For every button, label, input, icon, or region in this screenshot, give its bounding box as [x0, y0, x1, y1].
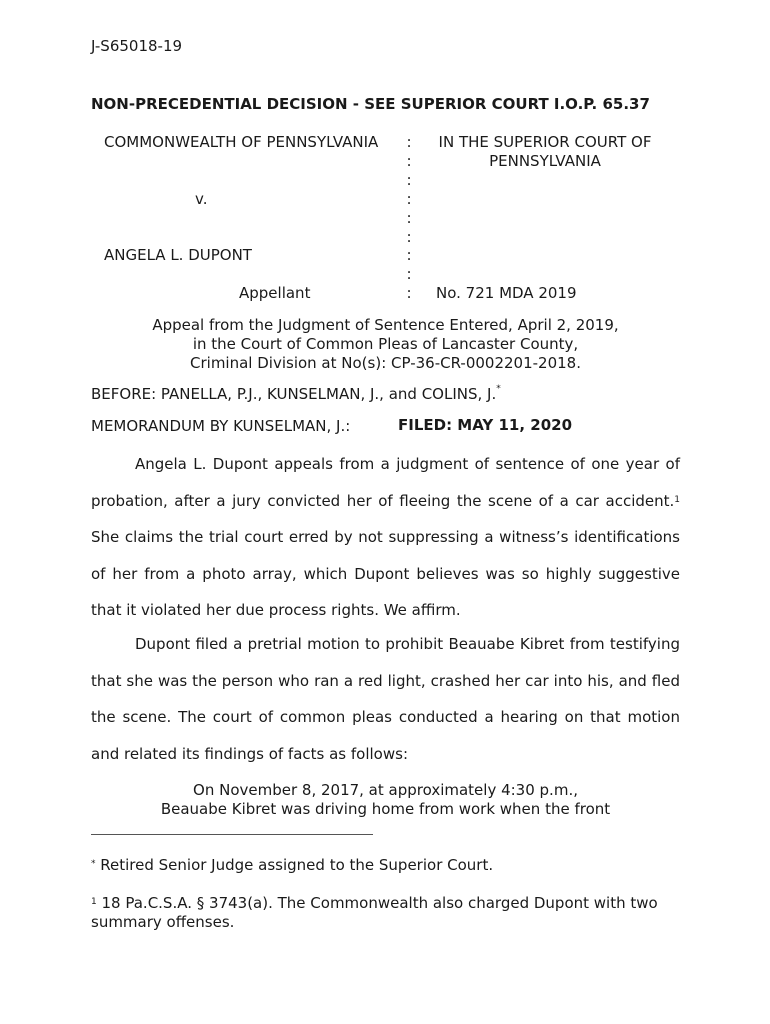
caption-colon: : — [406, 190, 412, 208]
opinion-paragraph-2: Dupont filed a pretrial motion to prohibit Beauabe Kibret from testifying that she was the person who ran a red light, crashed her car into his, and fled the scene. The court of common pleas conducted a hearing on that motion and related its findings of facts as follows: — [91, 635, 680, 763]
non-precedential-heading: NON-PRECEDENTIAL DECISION - SEE SUPERIOR COURT I.O.P. 65.37 — [91, 95, 650, 113]
caption-colon: : — [406, 228, 412, 246]
quote-line-2: Beauabe Kibret was driving home from work when the front — [160, 800, 611, 818]
caption-colon: : — [406, 171, 412, 189]
caption-colon: : — [406, 246, 412, 264]
docket-number: J-S65018-19 — [91, 37, 183, 55]
footnote-ref-1: 1 — [674, 494, 680, 505]
footnote-1 — [91, 894, 680, 932]
court-line-1: IN THE SUPERIOR COURT OF — [438, 133, 652, 151]
caption-colon: : — [406, 209, 412, 227]
footnote-1-text: 18 Pa.C.S.A. § 3743(a). The Commonwealth also charged Dupont with two summary offenses. — [91, 894, 658, 931]
panel-text: BEFORE: PANELLA, P.J., KUNSELMAN, J., and COLINS, J. — [91, 385, 497, 403]
case-number: No. 721 MDA 2019 — [436, 284, 577, 302]
appeal-line-2: in the Court of Common Pleas of Lancaster County, — [192, 335, 579, 353]
caption-colon: : — [406, 265, 412, 283]
quote-line-1: On November 8, 2017, at approximately 4:30 p.m., — [193, 781, 578, 799]
footnote-star-text: Retired Senior Judge assigned to the Superior Court. — [95, 856, 494, 874]
memorandum-author: MEMORANDUM BY KUNSELMAN, J.: — [91, 417, 351, 435]
footnote-star-marker: * — [91, 859, 96, 869]
caption-colon: : — [406, 152, 412, 170]
panel-before-line — [91, 385, 501, 403]
footnote-1-marker: 1 — [91, 897, 97, 907]
appellant-role: Appellant — [239, 284, 311, 302]
footnote-ref-star: * — [496, 384, 501, 394]
opinion-paragraph-1 — [91, 446, 680, 629]
plaintiff-name: COMMONWEALTH OF PENNSYLVANIA — [104, 133, 379, 151]
versus-text: v. — [195, 190, 208, 208]
caption-colon: : — [406, 284, 412, 302]
paragraph-1-text: Angela L. Dupont appeals from a judgment of sentence of one year of probation, after a jury convicted her of fleeing the scene of a car accident. — [91, 455, 680, 510]
appeal-line-1: Appeal from the Judgment of Sentence Entered, April 2, 2019, — [152, 316, 619, 334]
footnote-divider — [91, 834, 373, 835]
defendant-name: ANGELA L. DUPONT — [104, 246, 252, 264]
court-line-2: PENNSYLVANIA — [489, 152, 601, 170]
caption-colon: : — [406, 133, 412, 151]
filed-date: FILED: MAY 11, 2020 — [398, 416, 573, 434]
appeal-line-3: Criminal Division at No(s): CP-36-CR-0002201-2018. — [190, 354, 581, 372]
block-quote — [91, 781, 680, 819]
appeal-from-block — [91, 316, 680, 373]
footnote-star — [91, 856, 680, 875]
court-name — [420, 133, 670, 171]
paragraph-1-tail: She claims the trial court erred by not suppressing a witness’s identifications of her from a photo array, which Dupont believes was so highly suggestive that it violated her due process rights. We affirm. — [91, 528, 680, 619]
